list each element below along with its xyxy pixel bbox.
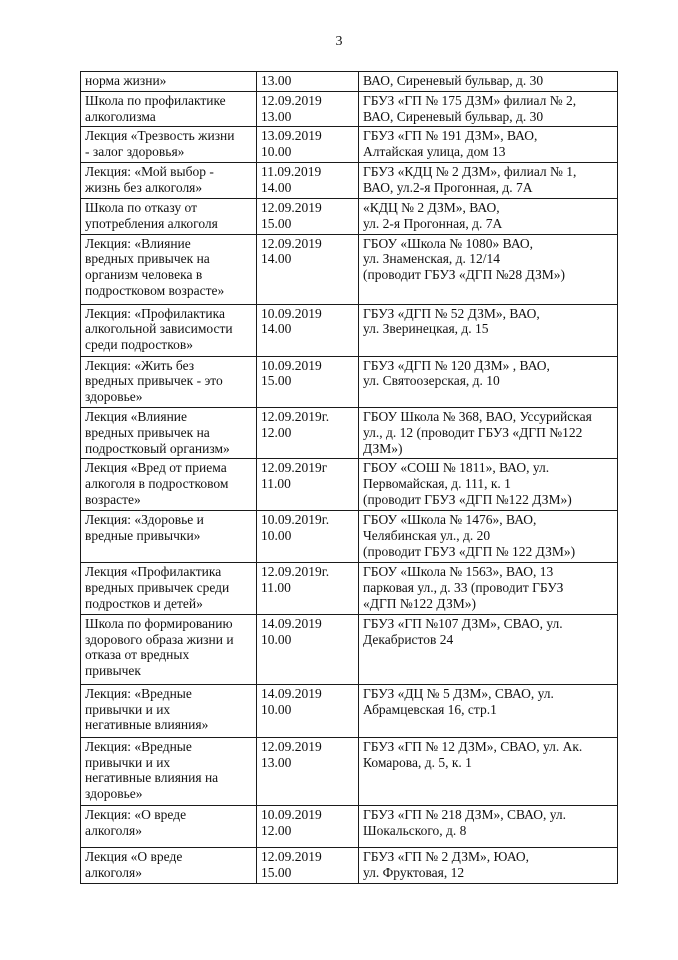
date-line: 12.09.2019 (261, 92, 322, 108)
place-line: Декабристов 24 (363, 631, 454, 647)
event-line: привычки и их (85, 701, 171, 717)
event-cell (81, 304, 257, 356)
event-cell (81, 847, 257, 883)
place-line: ГБУЗ «КДЦ № 2 ДЗМ», филиал № 1, (363, 163, 577, 179)
event-line: Лекция «О вреде (85, 848, 183, 864)
place-line: Первомайская, д. 111, к. 1 (363, 476, 511, 492)
date-line: 13.00 (261, 73, 292, 88)
event-line: здорового образа жизни и (85, 631, 234, 647)
place-line: ГБУЗ «ГП № 175 ДЗМ» филиал № 2, (363, 92, 577, 108)
date-line: 15.00 (261, 864, 292, 880)
event-cell (81, 737, 257, 805)
date-cell (257, 805, 359, 847)
date-cell (257, 737, 359, 805)
event-line: Лекция «Влияние (85, 408, 188, 424)
date-line: 10.09.2019 (261, 806, 322, 822)
place-cell (359, 737, 618, 805)
date-line: 11.00 (261, 580, 291, 596)
event-line: Школа по формированию (85, 615, 233, 631)
place-cell (359, 511, 618, 563)
place-line: «КДЦ № 2 ДЗМ», ВАО, (363, 199, 500, 215)
table-row (81, 198, 618, 234)
table-row (81, 847, 618, 883)
place-line: ГБОУ Школа № 368, ВАО, Уссурийская (363, 408, 592, 424)
event-line: алкоголя в подростковом (85, 476, 229, 492)
event-line: негативные влияния на (85, 770, 219, 786)
event-cell (81, 407, 257, 458)
table-row (81, 304, 618, 356)
event-line: Школа по отказу от (85, 199, 197, 215)
place-line: ГБУЗ «ДГП № 52 ДЗМ», ВАО, (363, 305, 540, 321)
date-line: 12.09.2019г. (261, 408, 330, 424)
date-line: 10.09.2019 (261, 305, 322, 321)
table-row (81, 684, 618, 737)
place-cell (359, 72, 618, 92)
date-line: 12.00 (261, 424, 292, 440)
event-line: Лекция: «Вредные (85, 685, 192, 701)
event-line: отказа от вредных (85, 647, 190, 663)
place-line: ГБОУ «Школа № 1563», ВАО, 13 (363, 564, 554, 580)
place-line: ГБОУ «Школа № 1476», ВАО, (363, 512, 537, 528)
table-row (81, 407, 618, 458)
place-line: ГБУЗ «ДГП № 120 ДЗМ» , ВАО, (363, 357, 550, 373)
place-cell (359, 304, 618, 356)
date-cell (257, 614, 359, 684)
place-line: ГБУЗ «ГП № 12 ДЗМ», СВАО, ул. Ак. (363, 738, 583, 754)
place-line: Шокальского, д. 8 (363, 822, 467, 838)
event-line: Лекция: «О вреде (85, 806, 187, 822)
place-line: ГБУЗ «ГП №107 ДЗМ», СВАО, ул. (363, 615, 563, 631)
place-line: ул. 2-я Прогонная, д. 7А (363, 215, 503, 231)
place-cell (359, 563, 618, 614)
date-line: 15.00 (261, 215, 292, 231)
place-line: Комарова, д. 5, к. 1 (363, 754, 472, 770)
place-line: ВАО, ул.2-я Прогонная, д. 7А (363, 179, 533, 195)
event-line: вредных привычек среди (85, 580, 230, 596)
place-line: «ДГП №122 ДЗМ») (363, 595, 476, 611)
event-line: Лекция: «Здоровье и (85, 512, 204, 528)
place-cell (359, 684, 618, 737)
event-cell (81, 162, 257, 198)
place-cell (359, 805, 618, 847)
date-cell (257, 847, 359, 883)
place-line: (проводит ГБУЗ «ДГП №28 ДЗМ») (363, 267, 566, 283)
table-row (81, 737, 618, 805)
place-cell (359, 127, 618, 163)
event-cell (81, 356, 257, 407)
table-row (81, 805, 618, 847)
place-cell (359, 407, 618, 458)
event-line: Школа по профилактике (85, 92, 226, 108)
event-line: Лекция «Трезвость жизни (85, 128, 235, 144)
place-cell (359, 91, 618, 127)
table-row (81, 459, 618, 511)
event-line: среди подростков» (85, 337, 193, 353)
date-line: 11.00 (261, 476, 291, 492)
date-cell (257, 356, 359, 407)
place-line: ул., д. 12 (проводит ГБУЗ «ДГП №122 (363, 424, 583, 440)
table-row (81, 162, 618, 198)
table-row (81, 127, 618, 163)
date-line: 10.00 (261, 144, 292, 160)
place-line: Челябинская ул., д. 20 (363, 528, 491, 544)
event-line: вредных привычек на (85, 251, 210, 267)
event-line: Лекция: «Влияние (85, 235, 191, 251)
event-line: Лекция: «Мой выбор - (85, 163, 214, 179)
event-cell (81, 684, 257, 737)
place-line: ГБОУ «Школа № 1080» ВАО, (363, 235, 534, 251)
place-line: ВАО, Сиреневый бульвар, д. 30 (363, 73, 544, 88)
page-number: 3 (335, 34, 343, 49)
date-line: 13.09.2019 (261, 128, 322, 144)
date-cell (257, 91, 359, 127)
event-cell (81, 614, 257, 684)
event-line: норма жизни» (85, 73, 167, 88)
date-line: 14.00 (261, 321, 292, 337)
place-line: парковая ул., д. 33 (проводит ГБУЗ (363, 580, 564, 596)
event-cell (81, 127, 257, 163)
event-line: Лекция «Вред от приема (85, 460, 227, 476)
event-line: возрасте» (85, 491, 141, 507)
date-cell (257, 198, 359, 234)
place-line: ул. Святоозерская, д. 10 (363, 373, 500, 389)
event-line: вредных привычек на (85, 424, 210, 440)
place-line: ВАО, Сиреневый бульвар, д. 30 (363, 108, 544, 124)
date-line: 14.00 (261, 179, 292, 195)
event-line: Лекция: «Профилактика (85, 305, 225, 321)
place-line: Абрамцевская 16, стр.1 (363, 701, 497, 717)
event-line: вредные привычки» (85, 528, 201, 544)
place-line: ул. Зверинецкая, д. 15 (363, 321, 489, 337)
table-row (81, 234, 618, 304)
date-cell (257, 407, 359, 458)
event-line: подростков и детей» (85, 595, 203, 611)
event-line: - залог здоровья» (85, 144, 185, 160)
date-cell (257, 459, 359, 511)
event-line: алкоголя» (85, 822, 142, 838)
event-cell (81, 91, 257, 127)
date-line: 12.09.2019 (261, 199, 322, 215)
place-line: ГБУЗ «ГП № 191 ДЗМ», ВАО, (363, 128, 538, 144)
place-line: ГБУЗ «ДЦ № 5 ДЗМ», СВАО, ул. (363, 685, 554, 701)
place-line: ул. Знаменская, д. 12/14 (363, 251, 501, 267)
date-line: 10.09.2019 (261, 357, 322, 373)
date-line: 11.09.2019 (261, 163, 322, 179)
event-line: негативные влияния» (85, 717, 209, 733)
event-cell (81, 511, 257, 563)
date-cell (257, 234, 359, 304)
place-cell (359, 356, 618, 407)
date-line: 13.00 (261, 108, 292, 124)
place-line: ГБОУ «СОШ № 1811», ВАО, ул. (363, 460, 550, 476)
date-line: 12.09.2019 (261, 738, 322, 754)
event-cell (81, 805, 257, 847)
date-line: 10.00 (261, 631, 292, 647)
event-line: здоровье» (85, 389, 143, 405)
place-cell (359, 234, 618, 304)
date-cell (257, 684, 359, 737)
date-cell (257, 162, 359, 198)
event-cell (81, 563, 257, 614)
date-line: 12.09.2019г. (261, 564, 330, 580)
table-row (81, 91, 618, 127)
event-line: подростковый организм» (85, 440, 230, 456)
event-line: здоровье» (85, 786, 143, 802)
event-line: подростковом возрасте» (85, 282, 225, 298)
date-line: 10.00 (261, 528, 292, 544)
date-cell (257, 563, 359, 614)
date-line: 12.09.2019 (261, 848, 322, 864)
table-row (81, 72, 618, 92)
place-line: ДЗМ») (363, 440, 403, 456)
date-cell (257, 127, 359, 163)
place-cell (359, 614, 618, 684)
place-line: ГБУЗ «ГП № 218 ДЗМ», СВАО, ул. (363, 806, 566, 822)
date-line: 15.00 (261, 373, 292, 389)
date-line: 10.09.2019г. (261, 512, 330, 528)
event-line: Лекция «Профилактика (85, 564, 222, 580)
event-line: Лекция: «Вредные (85, 738, 192, 754)
event-line: привычек (85, 663, 141, 679)
date-line: 14.00 (261, 251, 292, 267)
table-row (81, 511, 618, 563)
date-line: 14.09.2019 (261, 615, 322, 631)
place-line: (проводит ГБУЗ «ДГП № 122 ДЗМ») (363, 543, 576, 559)
place-line: Алтайская улица, дом 13 (363, 144, 506, 160)
place-cell (359, 162, 618, 198)
event-line: употребления алкоголя (85, 215, 218, 231)
event-line: привычки и их (85, 754, 171, 770)
event-line: алкоголизма (85, 108, 156, 124)
date-cell (257, 72, 359, 92)
table-row (81, 563, 618, 614)
place-line: (проводит ГБУЗ «ДГП №122 ДЗМ») (363, 491, 572, 507)
place-cell (359, 459, 618, 511)
event-line: жизнь без алкоголя» (85, 179, 203, 195)
date-cell (257, 511, 359, 563)
date-line: 10.00 (261, 701, 292, 717)
date-line: 12.09.2019г (261, 460, 328, 476)
event-cell (81, 459, 257, 511)
event-cell (81, 198, 257, 234)
events-table (80, 71, 618, 884)
event-cell (81, 234, 257, 304)
date-line: 12.00 (261, 822, 292, 838)
date-line: 13.00 (261, 754, 292, 770)
event-line: алкоголя» (85, 864, 142, 880)
date-cell (257, 304, 359, 356)
date-line: 14.09.2019 (261, 685, 322, 701)
table-row (81, 356, 618, 407)
event-line: Лекция: «Жить без (85, 357, 195, 373)
event-cell (81, 72, 257, 92)
event-line: алкогольной зависимости (85, 321, 233, 337)
events-table-body (81, 72, 618, 884)
place-line: ГБУЗ «ГП № 2 ДЗМ», ЮАО, (363, 848, 530, 864)
place-cell (359, 847, 618, 883)
place-cell (359, 198, 618, 234)
place-line: ул. Фруктовая, 12 (363, 864, 465, 880)
table-row (81, 614, 618, 684)
date-line: 12.09.2019 (261, 235, 322, 251)
event-line: организм человека в (85, 267, 203, 283)
event-line: вредных привычек - это (85, 373, 223, 389)
